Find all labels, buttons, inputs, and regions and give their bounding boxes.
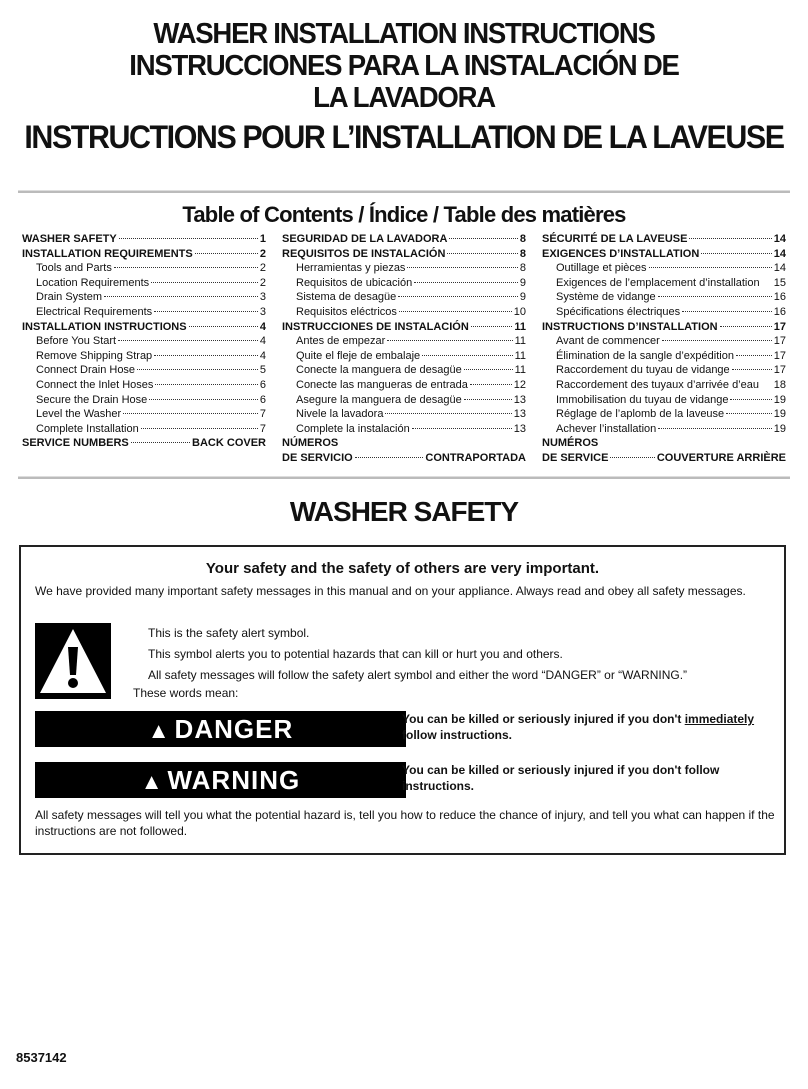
toc-entry-page: 19 (773, 408, 786, 421)
toc-entry (542, 232, 786, 247)
toc-entry-page: 13 (513, 422, 526, 435)
toc-entry-title: Connect Drain Hose (36, 364, 136, 377)
toc-entry-title: Élimination de la sangle d’expédition (556, 349, 734, 362)
toc-entry (282, 349, 526, 364)
toc-entry (282, 393, 526, 408)
toc-entry-page: CONTRAPORTADA (425, 451, 526, 464)
toc-leader-dots (407, 267, 517, 268)
toc-entry-page: 15 (773, 276, 786, 289)
toc-leader-dots (399, 311, 512, 312)
alert-triangle-icon: ▲ (140, 769, 164, 794)
toc-leader-dots (154, 311, 258, 312)
toc-entry (542, 349, 786, 364)
toc-entry-title: Connect the Inlet Hoses (36, 378, 154, 391)
toc-entry-title: WASHER SAFETY (22, 233, 117, 245)
toc-leader-dots (662, 340, 772, 341)
toc-entry-page: 13 (513, 408, 526, 421)
toc-entry (282, 276, 526, 291)
toc-entry (282, 422, 526, 437)
toc-leader-dots (155, 384, 257, 385)
toc-leader-dots (730, 399, 771, 400)
toc-entry-title: Avant de commencer (556, 335, 660, 348)
toc-leader-dots (720, 326, 772, 327)
toc-entry (542, 378, 786, 393)
toc-entry-title: Exigences de l’emplacement d’installation (556, 276, 760, 289)
toc-entry-title: INSTALLATION INSTRUCTIONS (22, 320, 187, 333)
toc-entry-page: 1 (259, 233, 266, 245)
toc-entry-title: Level the Washer (36, 408, 122, 421)
toc-entry-title: SÉCURITÉ DE LA LAVEUSE (542, 233, 688, 245)
toc-entry-page: 14 (773, 262, 786, 275)
toc-entry-page: 8 (519, 262, 526, 275)
table-of-contents (22, 232, 786, 466)
toc-entry-page: 5 (259, 364, 266, 377)
toc-entry-title: Achever l’installation (556, 422, 657, 435)
toc-entry (542, 334, 786, 349)
toc-entry-page: 2 (259, 247, 266, 260)
toc-entry-page: 14 (773, 233, 786, 245)
toc-entry (282, 378, 526, 393)
toc-entry-title: Quite el fleje de embalaje (296, 349, 421, 362)
toc-leader-dots (387, 340, 512, 341)
toc-entry-page: 6 (259, 378, 266, 391)
toc-entry (282, 232, 526, 247)
toc-entry (282, 320, 526, 335)
title-spanish-line2: LA LAVADORA (313, 82, 495, 114)
toc-entry-title: Before You Start (36, 335, 117, 348)
toc-entry-title: Nivele la lavadora (296, 408, 384, 421)
toc-entry-title: DE SERVICE (542, 451, 609, 464)
alert-line: This symbol alerts you to potential hazards that can kill or hurt you and others. (148, 647, 563, 661)
danger-text: You can be killed or seriously injured if you don't immediately follow instructions. (402, 712, 755, 742)
toc-leader-dots (414, 282, 518, 283)
toc-entry (282, 436, 526, 451)
toc-entry-title: Requisitos de ubicación (296, 276, 413, 289)
toc-entry (22, 393, 266, 408)
toc-entry (542, 393, 786, 408)
toc-entry-title: Electrical Requirements (36, 305, 153, 318)
toc-leader-dots (701, 253, 771, 254)
toc-entry (22, 320, 266, 335)
toc-entry-title: Requisitos eléctricos (296, 305, 397, 318)
toc-leader-dots (412, 428, 512, 429)
toc-entry-title: INSTRUCTIONS D’INSTALLATION (542, 320, 718, 333)
toc-entry-page: 11 (514, 364, 526, 377)
toc-entry-title: Conecte las mangueras de entrada (296, 378, 468, 391)
toc-column-spanish (282, 232, 526, 466)
safety-intro: We have provided many important safety messages in this manual and on your appliance. Always read and obey all safety messages. (35, 584, 746, 598)
toc-entry (282, 247, 526, 262)
toc-leader-dots (470, 384, 512, 385)
toc-entry-page: 4 (259, 335, 266, 348)
toc-entry (22, 378, 266, 393)
toc-entry-title: Immobilisation du tuyau de vidange (556, 393, 729, 406)
alert-line: This is the safety alert symbol. (148, 626, 310, 640)
warning-text: You can be killed or seriously injured if you don't follow instructions. (402, 763, 720, 793)
toc-leader-dots (736, 355, 772, 356)
toc-leader-dots (464, 369, 513, 370)
toc-entry (22, 261, 266, 276)
toc-entry-page: 17 (773, 349, 786, 362)
toc-entry-page: 8 (519, 247, 526, 260)
toc-leader-dots (658, 296, 772, 297)
toc-entry-title: SERVICE NUMBERS (22, 437, 129, 450)
title-block (0, 18, 808, 156)
toc-leader-dots (658, 428, 771, 429)
toc-entry (282, 290, 526, 305)
toc-leader-dots (682, 311, 772, 312)
toc-entry (22, 290, 266, 305)
toc-entry-title: Asegure la manguera de desagüe (296, 393, 462, 406)
toc-entry-page: 11 (514, 349, 526, 362)
toc-entry-page: COUVERTURE ARRIÈRE (656, 451, 786, 464)
toc-entry (22, 407, 266, 422)
toc-leader-dots (649, 267, 772, 268)
toc-entry-page: 16 (773, 291, 786, 304)
toc-leader-dots (137, 369, 258, 370)
toc-entry-title: Herramientas y piezas (296, 262, 406, 275)
alert-text (133, 623, 687, 700)
toc-entry (542, 247, 786, 262)
toc-entry-title: Réglage de l’aplomb de la laveuse (556, 408, 725, 421)
toc-entry (542, 363, 786, 378)
toc-leader-dots (447, 253, 517, 254)
toc-column-english (22, 232, 266, 466)
toc-entry (22, 305, 266, 320)
toc-entry-title: Secure the Drain Hose (36, 393, 148, 406)
toc-entry-title: Système de vidange (556, 291, 656, 304)
title-english: WASHER INSTALLATION INSTRUCTIONS (153, 18, 655, 50)
toc-leader-dots (726, 413, 772, 414)
toc-entry-page: 10 (513, 305, 526, 318)
toc-entry (542, 276, 786, 291)
toc-entry-page: 6 (259, 393, 266, 406)
toc-entry (542, 436, 786, 451)
toc-entry-page: 9 (519, 291, 526, 304)
toc-title: Table of Contents / Índice / Table des matières (182, 202, 626, 227)
toc-entry-title: Location Requirements (36, 276, 150, 289)
toc-leader-dots (385, 413, 511, 414)
toc-leader-dots (689, 238, 771, 239)
toc-entry-page: 17 (773, 364, 786, 377)
toc-leader-dots (141, 428, 258, 429)
toc-column-french (542, 232, 786, 466)
toc-leader-dots (610, 457, 654, 458)
toc-entry-page: 7 (259, 422, 266, 435)
toc-entry-page: 11 (514, 335, 526, 348)
safety-box (19, 545, 786, 855)
toc-entry-title: NUMÉROS (542, 437, 599, 450)
toc-entry (22, 247, 266, 262)
toc-entry-page: 4 (259, 320, 266, 333)
toc-leader-dots (732, 369, 772, 370)
toc-entry-title: SEGURIDAD DE LA LAVADORA (282, 233, 448, 245)
toc-entry (542, 261, 786, 276)
toc-leader-dots (471, 326, 513, 327)
toc-entry-title: EXIGENCES D’INSTALLATION (542, 247, 700, 260)
toc-entry-title: DE SERVICIO (282, 451, 353, 464)
safety-alert-triangle-icon (35, 623, 111, 699)
toc-leader-dots (422, 355, 512, 356)
toc-entry (542, 305, 786, 320)
toc-entry-page: 14 (773, 247, 786, 260)
toc-entry-page: 18 (773, 378, 786, 391)
toc-entry-title: Outillage et pièces (556, 262, 647, 275)
toc-leader-dots (464, 399, 512, 400)
toc-leader-dots (449, 238, 517, 239)
alert-line: These words mean: (133, 686, 239, 700)
toc-entry-title: Conecte la manguera de desagüe (296, 364, 462, 377)
toc-entry-title: Remove Shipping Strap (36, 349, 153, 362)
toc-entry-title: Complete Installation (36, 422, 139, 435)
toc-leader-dots (154, 355, 258, 356)
toc-entry-page: 9 (519, 276, 526, 289)
toc-leader-dots (355, 457, 424, 458)
toc-entry-title: INSTALLATION REQUIREMENTS (22, 247, 193, 260)
toc-entry (22, 276, 266, 291)
toc-entry (542, 290, 786, 305)
toc-entry (22, 349, 266, 364)
toc-entry-title: Tools and Parts (36, 262, 112, 275)
toc-entry-page: 3 (259, 305, 266, 318)
alert-triangle-icon: ▲ (147, 718, 171, 743)
divider (18, 476, 790, 479)
toc-entry (22, 422, 266, 437)
toc-leader-dots (149, 399, 258, 400)
toc-entry (282, 363, 526, 378)
toc-entry (282, 261, 526, 276)
document-code: 8537142 (16, 1050, 67, 1065)
toc-entry-title: Raccordement du tuyau de vidange (556, 364, 730, 377)
toc-entry (22, 436, 266, 451)
toc-entry-page: 12 (513, 378, 526, 391)
section-title: WASHER SAFETY (289, 496, 519, 527)
toc-entry-title: Complete la instalación (296, 422, 410, 435)
toc-entry-title: Raccordement des tuyaux d’arrivée d’eau (556, 378, 760, 391)
toc-entry-page: 13 (513, 393, 526, 406)
toc-entry-title: Sistema de desagüe (296, 291, 397, 304)
toc-entry (542, 407, 786, 422)
toc-leader-dots (131, 442, 190, 443)
divider (18, 190, 790, 193)
title-spanish-line1: INSTRUCCIONES PARA LA INSTALACIÓN DE (129, 50, 679, 82)
toc-leader-dots (123, 413, 258, 414)
alert-line: All safety messages will follow the safety alert symbol and either the word “DANGER” or “WARNING.” (148, 668, 688, 682)
danger-label: ▲ DANGER (35, 711, 406, 747)
toc-entry-page: 2 (259, 276, 266, 289)
toc-entry-page: 3 (259, 291, 266, 304)
toc-entry (542, 320, 786, 335)
toc-entry (22, 363, 266, 378)
toc-entry-page: 8 (519, 233, 526, 245)
toc-leader-dots (119, 238, 258, 239)
toc-leader-dots (189, 326, 258, 327)
toc-entry (542, 422, 786, 437)
toc-entry-page: 16 (773, 305, 786, 318)
toc-entry-title: INSTRUCCIONES DE INSTALACIÓN (282, 320, 469, 333)
toc-entry (22, 334, 266, 349)
warning-label: ▲ WARNING (35, 762, 406, 798)
toc-entry-page: 17 (773, 335, 786, 348)
toc-entry (282, 407, 526, 422)
toc-leader-dots (104, 296, 258, 297)
safety-closing: All safety messages will tell you what the potential hazard is, tell you how to reduce the chance of injury, and tell you what can happen if the instructions are not followed. (35, 808, 775, 838)
toc-entry-page: 4 (259, 349, 266, 362)
toc-entry-title: Drain System (36, 291, 103, 304)
toc-entry-page: 11 (514, 320, 526, 333)
toc-entry (542, 451, 786, 466)
toc-entry (282, 305, 526, 320)
toc-leader-dots (118, 340, 258, 341)
toc-entry-page: 19 (773, 422, 786, 435)
toc-entry-page: BACK COVER (192, 437, 266, 450)
toc-leader-dots (398, 296, 518, 297)
toc-leader-dots (114, 267, 258, 268)
toc-entry-title: NÚMEROS (282, 437, 339, 450)
toc-entry-page: 2 (259, 262, 266, 275)
toc-entry (282, 334, 526, 349)
toc-entry-page: 19 (773, 393, 786, 406)
toc-entry (22, 232, 266, 247)
toc-entry-page: 17 (773, 320, 786, 333)
toc-entry-page: 7 (259, 408, 266, 421)
toc-entry-title: REQUISITOS DE INSTALACIÓN (282, 247, 446, 260)
safety-heading: Your safety and the safety of others are very important. (205, 560, 600, 577)
toc-leader-dots (195, 253, 258, 254)
toc-entry-title: Spécifications électriques (556, 305, 681, 318)
toc-leader-dots (151, 282, 258, 283)
title-french: INSTRUCTIONS POUR L’INSTALLATION DE LA LAVEUSE (24, 119, 784, 155)
toc-entry (282, 451, 526, 466)
toc-entry-title: Antes de empezar (296, 335, 386, 348)
